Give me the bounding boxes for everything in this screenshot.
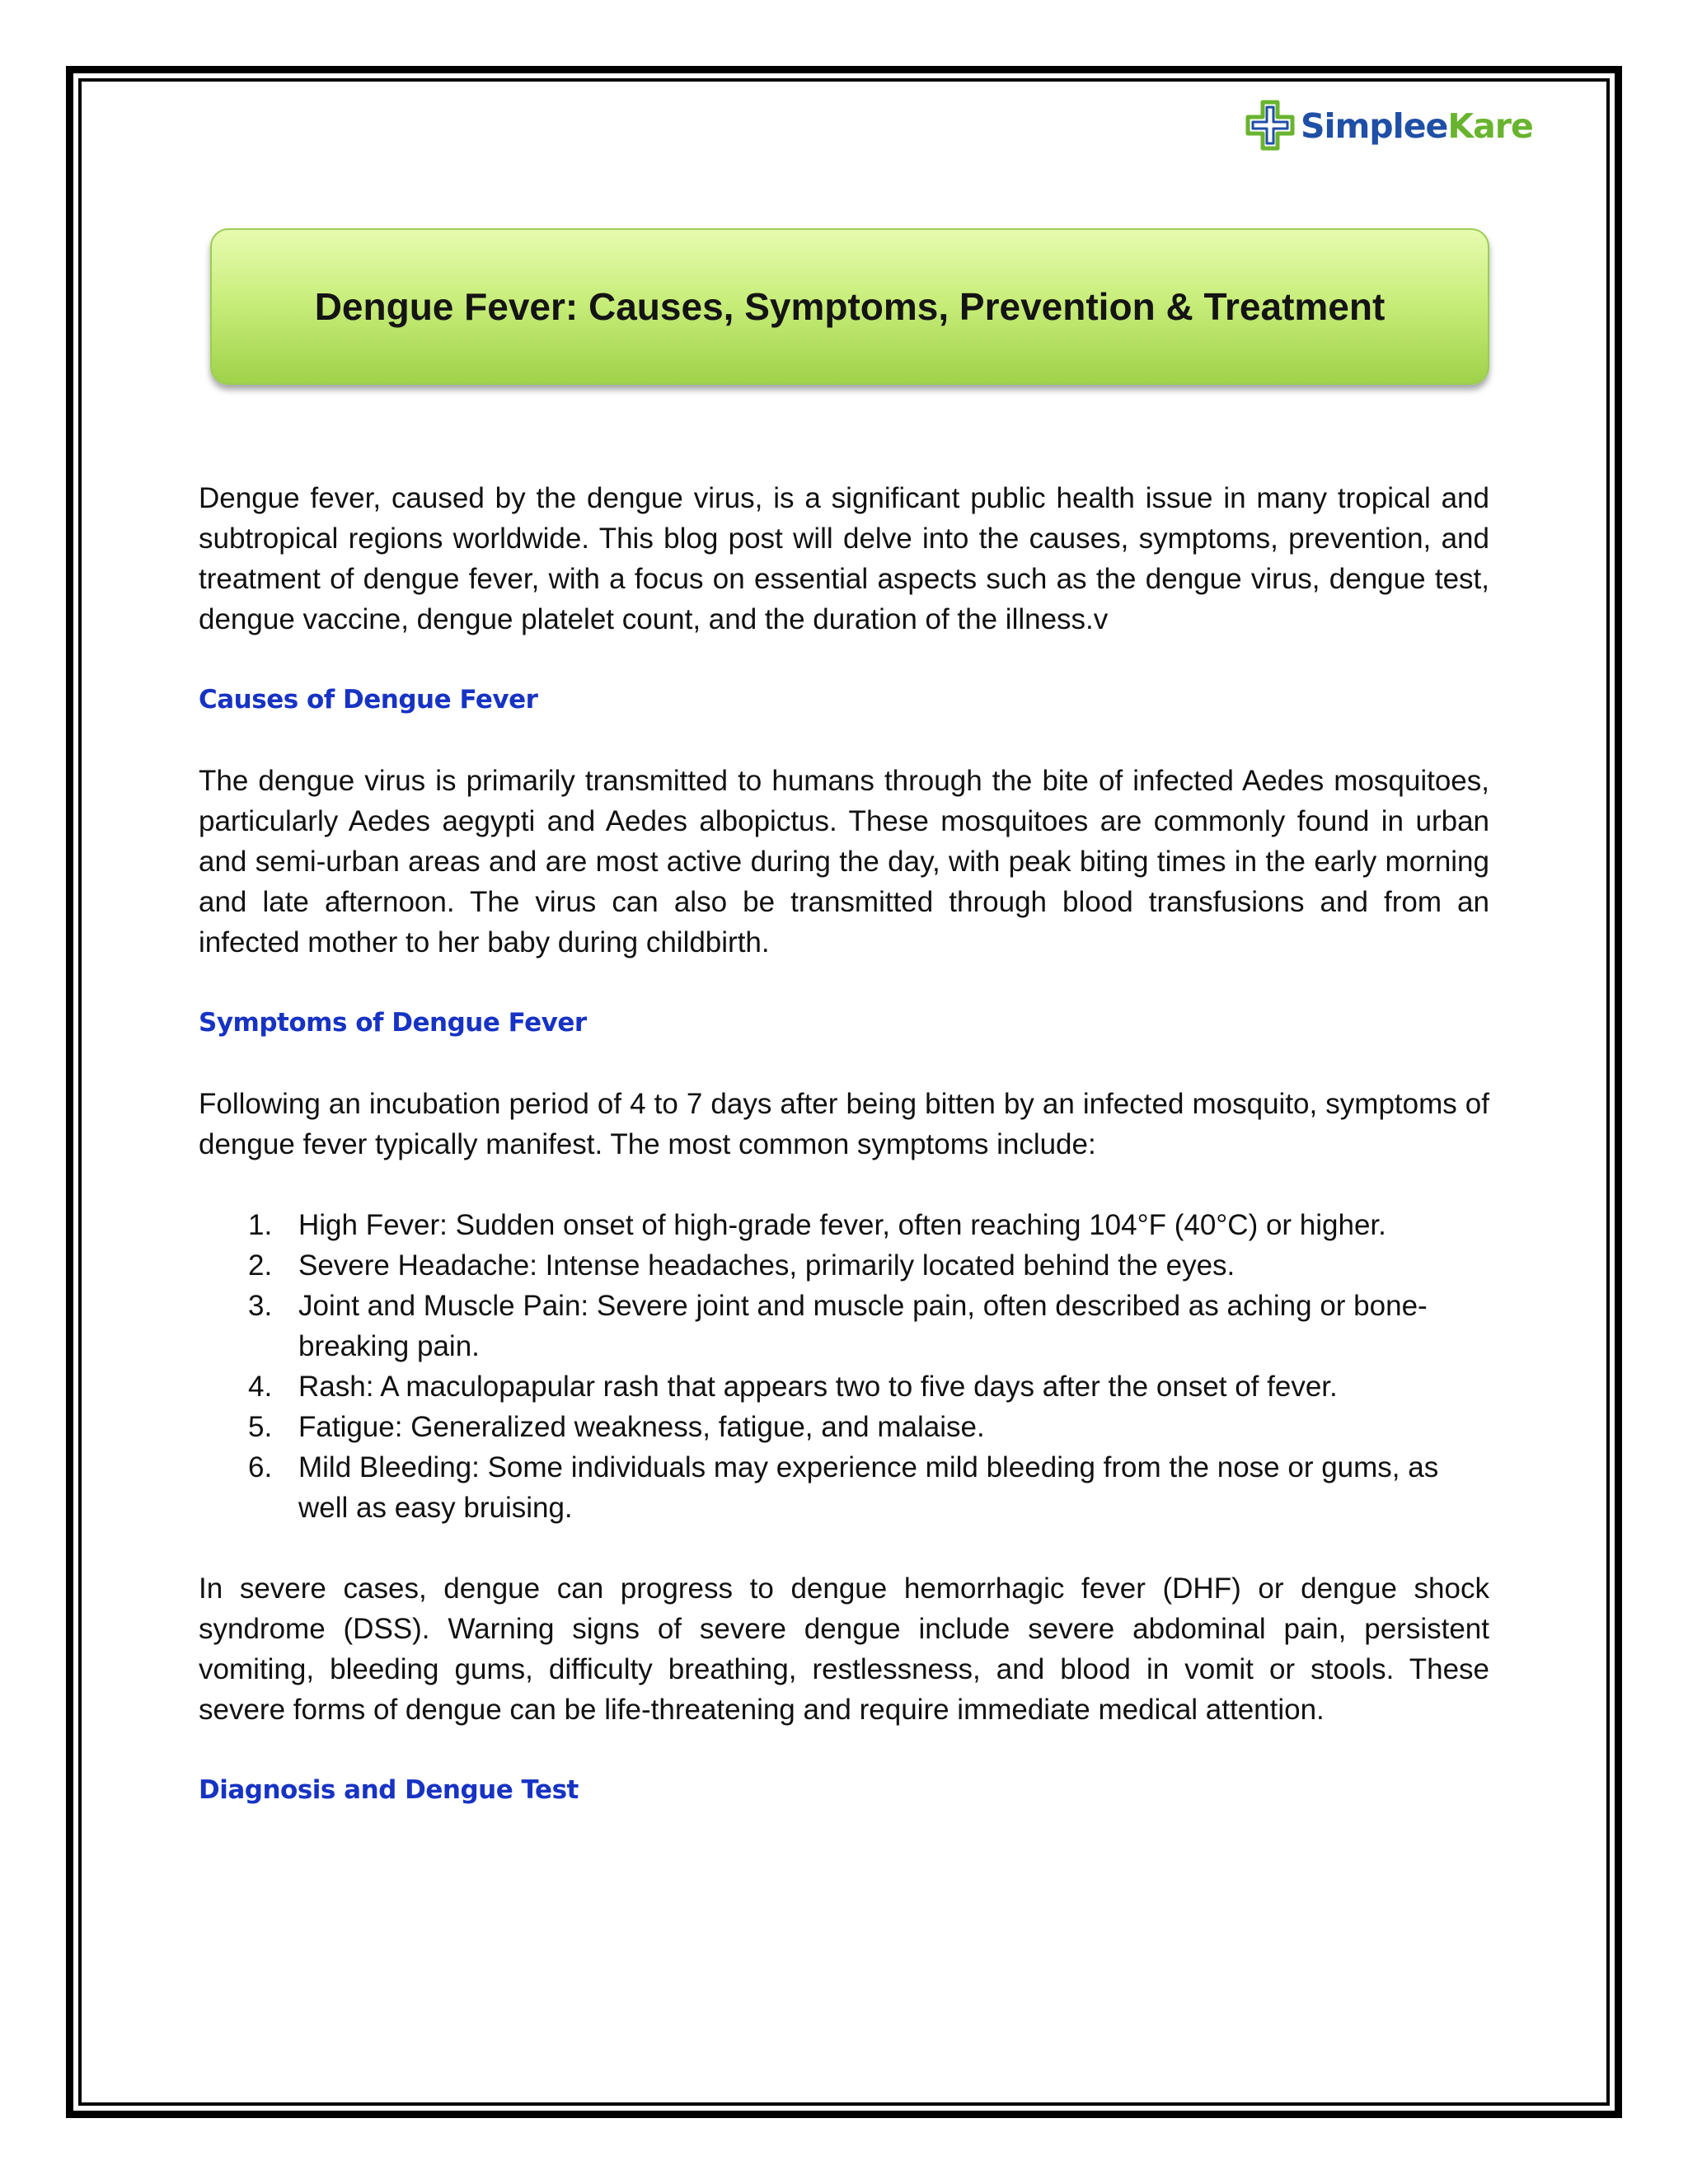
list-item-number: 3. [248, 1290, 273, 1322]
brand-logo [1245, 97, 1533, 155]
list-item-number: 4. [248, 1371, 273, 1403]
list-item [199, 1286, 1489, 1366]
list-item-text: Fatigue: Generalized weakness, fatigue, and malaise. [298, 1411, 985, 1443]
list-item-number: 5. [248, 1411, 273, 1443]
intro-paragraph: Dengue fever, caused by the dengue virus, is a significant public health issue in many tropical and subtropical regions worldwide. This blog post will delve into the causes, symptoms, prevention, and treatment of dengue fever, with a focus on essential aspects such as the dengue virus, dengue test, dengue vaccine, dengue platelet count, and the duration of the illness.v [199, 482, 1489, 635]
section-heading-symptoms: Symptoms of Dengue Fever [199, 1008, 587, 1038]
list-item [199, 1366, 1489, 1407]
list-item-number: 1. [248, 1209, 273, 1241]
brand-name [1301, 106, 1533, 146]
symptoms-intro-paragraph: Following an incubation period of 4 to 7 days after being bitten by an infected mosquito, symptoms of dengue fever typically manifest. The most common symptoms include: [199, 1088, 1489, 1160]
list-item [199, 1245, 1489, 1286]
causes-paragraph: The dengue virus is primarily transmitted to humans through the bite of infected Aedes mosquitoes, particularly Aedes aegypti and Aedes albopictus. These mosquitoes are commonly found in urban and semi-urban areas and are most active during the day, with peak biting times in the early morning and late afternoon. The virus can also be transmitted through blood transfusions and from an infected mother to her baby during childbirth. [199, 765, 1489, 958]
brand-name-part2: Kare [1447, 106, 1533, 146]
symptoms-list [199, 1205, 1489, 1528]
list-item [199, 1447, 1489, 1528]
list-item-text: Severe Headache: Intense headaches, primarily located behind the eyes. [298, 1249, 1236, 1282]
title-banner [210, 228, 1489, 385]
list-item [199, 1407, 1489, 1447]
list-item-number: 6. [248, 1451, 273, 1483]
section-heading-causes: Causes of Dengue Fever [199, 685, 538, 715]
article-body [199, 478, 1489, 1811]
brand-name-part1: Simplee [1301, 106, 1448, 146]
severe-cases-paragraph: In severe cases, dengue can progress to dengue hemorrhagic fever (DHF) or dengue shock syndrome (DSS). Warning signs of severe dengue include severe abdominal pain, persistent vomiting, bleeding gums, difficulty breathing, restlessness, and blood in vomit or stools. These severe forms of dengue can be life-threatening and require immediate medical attention. [199, 1572, 1489, 1726]
medical-cross-icon [1245, 99, 1296, 153]
page-title: Dengue Fever: Causes, Symptoms, Prevention & Treatment [314, 285, 1386, 328]
list-item-text: Mild Bleeding: Some individuals may experience mild bleeding from the nose or gums, as well as easy bruising. [298, 1451, 1439, 1524]
list-item-text: Rash: A maculopapular rash that appears two to five days after the onset of fever. [298, 1371, 1338, 1403]
section-heading-diagnosis: Diagnosis and Dengue Test [199, 1775, 579, 1805]
list-item-text: Joint and Muscle Pain: Severe joint and muscle pain, often described as aching or bone-breaking pain. [298, 1290, 1428, 1362]
list-item [199, 1205, 1489, 1245]
list-item-number: 2. [248, 1249, 273, 1282]
list-item-text: High Fever: Sudden onset of high-grade fever, often reaching 104°F (40°C) or higher. [298, 1209, 1386, 1241]
